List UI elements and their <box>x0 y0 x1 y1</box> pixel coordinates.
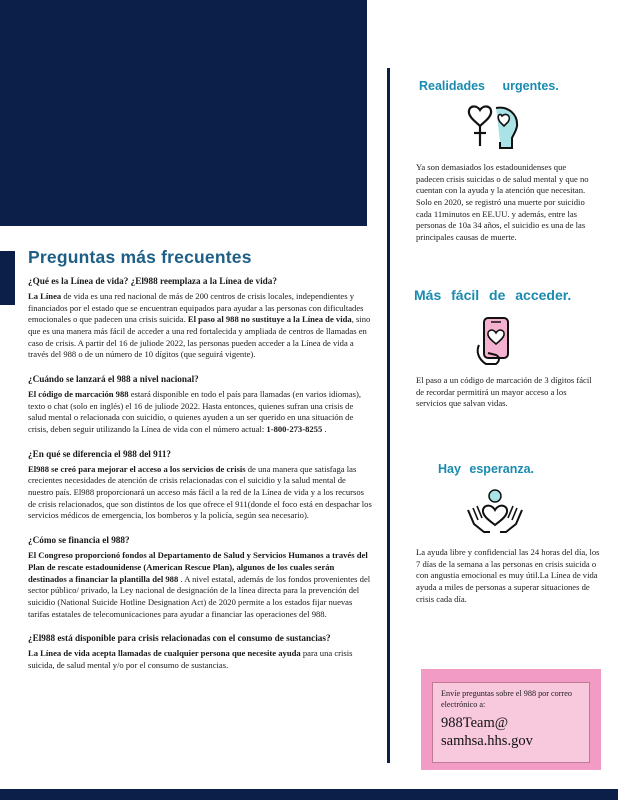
faq-question: ¿En qué se diferencia el 988 del 911? <box>28 448 172 459</box>
email-label: Envíe preguntas sobre el 988 por correo electrónico a: <box>441 689 572 709</box>
email-callout-inner <box>432 682 590 763</box>
faq-item <box>28 449 372 522</box>
urgent-title: Realidades urgentes. <box>419 79 559 93</box>
email-address[interactable]: 988Team@ samhsa.hhs.gov <box>441 715 533 750</box>
left-accent-bar <box>0 251 15 305</box>
hands-heart-icon <box>464 488 526 536</box>
access-title: Más fácil de acceder. <box>414 287 572 303</box>
heart-head-icon <box>466 102 522 154</box>
faq-item <box>28 535 372 620</box>
footer-bar <box>0 789 618 800</box>
faq-question: ¿Qué es la Línea de vida? ¿El988 reemplaza a la Línea de vida? <box>28 276 277 286</box>
faq-answer: El988 se creó para mejorar el acceso a los servicios de crisis de una manera que satisfaga las crecientes necesidades de atención de crisis relacionadas con el suicidio y la salud mental de nuestro país. El988 proporcionará un acceso más fácil a la red de la Línea de vida y a los recursos de crisis relacionados, que son distintos de los que ofrece el 911(donde el foco está en despachar los servicios médicos de emergencia, los bomberos y la policía, según sea necesario). <box>28 463 372 521</box>
faq-question: ¿Cómo se financia el 988? <box>28 535 130 546</box>
faq-section <box>28 247 372 685</box>
faq-item <box>28 374 372 436</box>
phone-heart-icon <box>474 315 520 367</box>
faq-question: ¿El988 está disponible para crisis relacionadas con el consumo de sustancias? <box>28 633 331 644</box>
access-text: El paso a un código de marcación de 3 dígitos fácil de recordar permitirá un mayor acceso a los servicios que salvan vidas. <box>416 375 592 409</box>
faq-item <box>28 633 372 671</box>
faq-answer: La Línea de vida es una red nacional de más de 200 centros de crisis locales, independientes y financiados por el estado que se encuentran equipados para ayudar a las personas con dificultades emocionales o que padecen una crisis suicida. El paso al 988 no sustituye a la Línea de vida, sino que es una manera más fácil de acceder a una red fortalecida y ampliada de centros de llamadas en caso de crisis. A partir del 16 de juliode 2022, las personas pueden acceder a la Línea de vida a través del 988 o de un número de 10 dígitos (que seguirá vigente). <box>28 290 371 360</box>
header-banner <box>0 0 367 226</box>
hope-text: La ayuda libre y confidencial las 24 horas del día, los 7 días de la semana a las personas en crisis suicida o con angustia emocional es muy útil.La Línea de vida ayuda a miles de personas a superar situaciones de crisis cada día. <box>416 547 600 604</box>
faq-answer: El código de marcación 988 estará disponible en todo el país para llamadas (en varios idiomas), texto o chat (solo en inglés) el 16 de juliode 2022. Hasta entonces, quienes sufran una crisis de salud mental o relacionada con suicidio, o quienes ayuden a un ser querido en una situación de crisis, deben seguir utilizando la Línea de vida con el número actual: 1-800-273-8255 . <box>28 389 362 435</box>
email-callout <box>421 669 601 770</box>
urgent-text: Ya son demasiados los estadounidenses que padecen crisis suicidas o de salud mental y que no cuentan con la ayuda y la atención que necesitan. Solo en 2020, se registró una muerte por suicidio cada 11minutos en EE.UU. y además, entre las personas de 10a 34 años, el suicidio es una de las principales causas de muerte. <box>416 162 589 243</box>
column-divider <box>387 68 390 763</box>
faq-answer: El Congreso proporcionó fondos al Departamento de Salud y Servicios Humanos a través del Plan de rescate estadounidense (American Rescue Plan), algunos de los cuales serán destinados a financiar la plantilla del 988 . A nivel estatal, además de los fondos provenientes del sector público/ privado, la Ley nacional de designación de la línea directa para la prevención del suicidio (National Suicide Hotline Designation Act) de 2020 permite a los estados fijar nuevas tarifas estatales de telecomunicaciones para ayudar a financiar las operaciones del 988. <box>28 550 371 619</box>
faq-answer: La Línea de vida acepta llamadas de cualquier persona que necesite ayuda para una crisis suicida, de salud mental y/o por el consumo de sustancias. <box>28 648 353 670</box>
faq-title: Preguntas más frecuentes <box>28 247 252 267</box>
hope-title: Hay esperanza. <box>438 462 535 476</box>
faq-item <box>28 276 372 361</box>
faq-question: ¿Cuándo se lanzará el 988 a nivel nacional? <box>28 374 199 385</box>
